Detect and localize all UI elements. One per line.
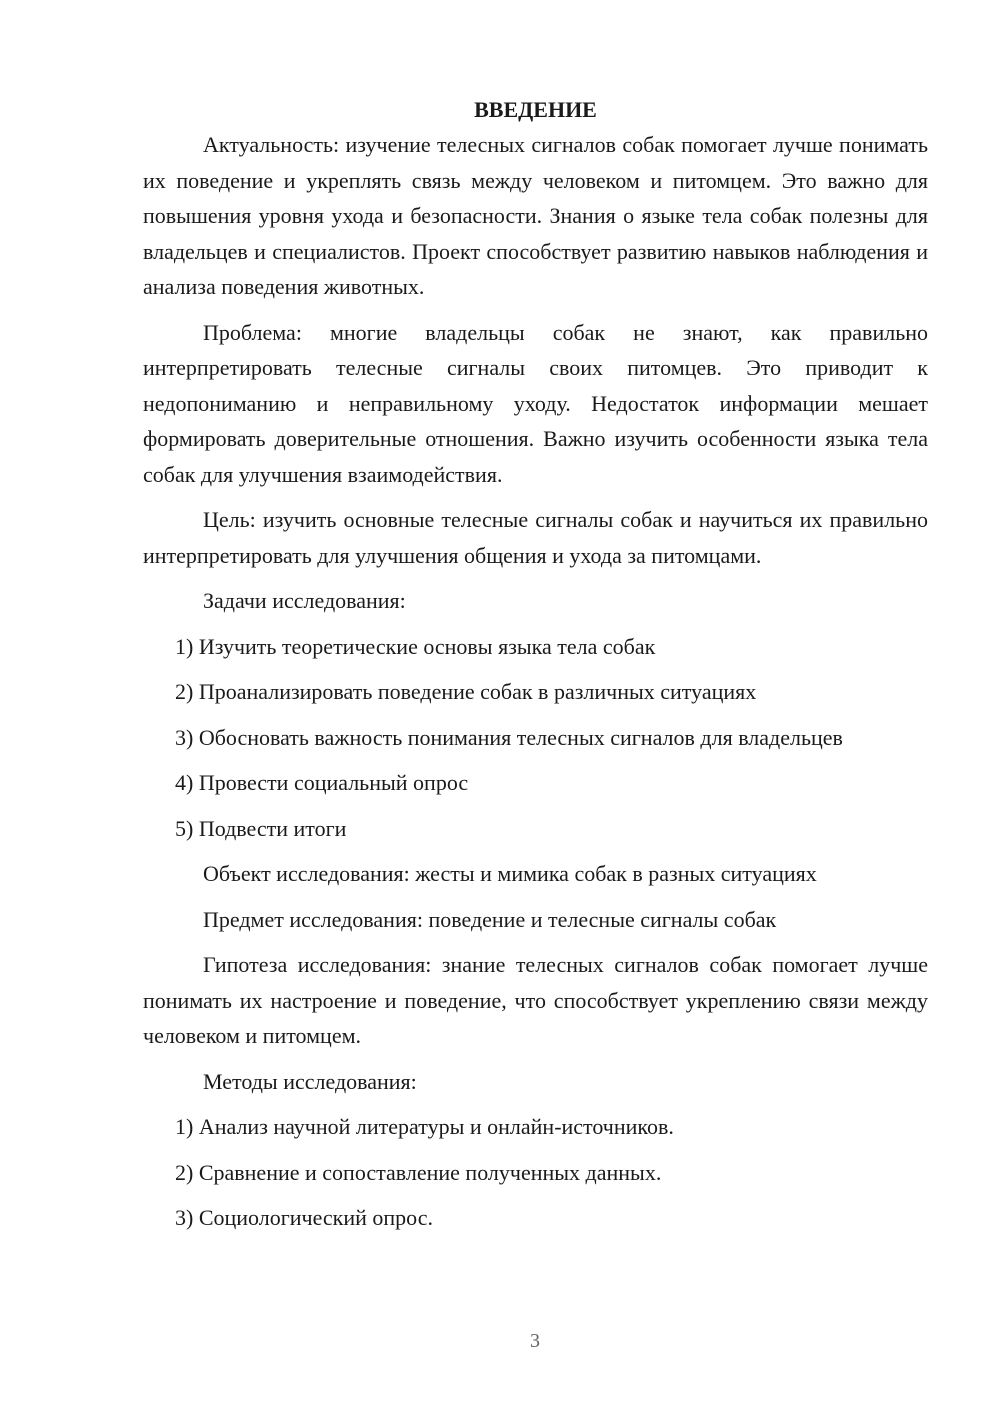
tasks-title: Задачи исследования: xyxy=(203,588,406,613)
page-number: 3 xyxy=(530,1330,540,1352)
method-item: 1) Анализ научной литературы и онлайн-источников. xyxy=(175,1114,674,1139)
object-paragraph: Объект исследования: жесты и мимика собак в разных ситуациях xyxy=(203,861,817,886)
task-item: 2) Проанализировать поведение собак в различных ситуациях xyxy=(175,679,757,704)
page-content xyxy=(143,92,928,1246)
task-item: 3) Обосновать важность понимания телесных сигналов для владельцев xyxy=(175,724,843,750)
method-item: 2) Сравнение и сопоставление полученных данных. xyxy=(175,1159,662,1185)
task-item: 1) Изучить теоретические основы языка тела собак xyxy=(175,633,656,659)
task-item: 5) Подвести итоги xyxy=(175,815,347,841)
task-item: 4) Провести социальный опрос xyxy=(175,770,469,795)
method-item: 3) Социологический опрос. xyxy=(175,1205,433,1230)
tasks-list xyxy=(143,629,928,847)
methods-title: Методы исследования: xyxy=(203,1068,417,1094)
goal-paragraph: Цель: изучить основные телесные сигналы собак и научиться их правильно интерпретировать для улучшения общения и ухода за питомцами. xyxy=(143,507,928,568)
methods-list xyxy=(143,1109,928,1236)
section-heading: ВВЕДЕНИЕ xyxy=(474,97,597,122)
hypothesis-paragraph: Гипотеза исследования: знание телесных сигналов собак помогает лучше понимать их настроение и поведение, что способствует укреплению связи между человеком и питомцем. xyxy=(143,952,928,1048)
relevance-paragraph: Актуальность: изучение телесных сигналов собак помогает лучше понимать их поведение и укреплять связь между человеком и питомцем. Это важно для повышения уровня ухода и безопасности. Знания о языке тела собак полезны для владельцев и специалистов. Проект способствует развитию навыков наблюдения и анализа поведения животных. xyxy=(143,132,928,299)
subject-paragraph: Предмет исследования: поведение и телесные сигналы собак xyxy=(203,906,777,932)
problem-paragraph: Проблема: многие владельцы собак не знают, как правильно интерпретировать телесные сигналы своих питомцев. Это приводит к недопониманию и неправильному уходу. Недостаток информации мешает формировать доверительные отношения. Важно изучить особенности языка тела собак для улучшения взаимодействия. xyxy=(143,319,928,487)
